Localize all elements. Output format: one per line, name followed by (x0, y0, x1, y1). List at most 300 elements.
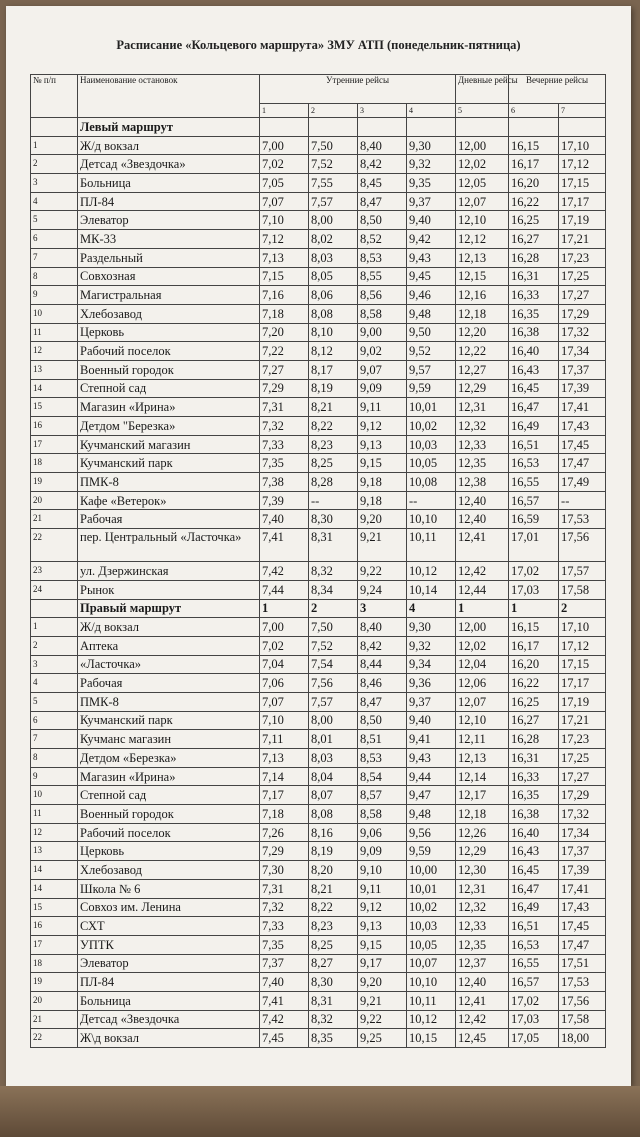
departure-time: 7,10 (260, 211, 309, 230)
departure-time: 8,47 (358, 692, 407, 711)
stop-name: Ж\д вокзал (78, 1029, 260, 1048)
trip-number: 1 (456, 599, 509, 618)
departure-time: 8,35 (309, 1029, 358, 1048)
stop-name: Детдом «Березка» (78, 749, 260, 768)
departure-time: 7,40 (260, 510, 309, 529)
departure-time: 9,15 (358, 935, 407, 954)
stop-name: Церковь (78, 323, 260, 342)
departure-time: 9,32 (407, 155, 456, 174)
departure-time: 7,11 (260, 730, 309, 749)
departure-time: 8,12 (309, 342, 358, 361)
departure-time: 7,13 (260, 248, 309, 267)
trip-number (509, 118, 559, 137)
departure-time: 17,19 (559, 692, 606, 711)
departure-time: 17,21 (559, 230, 606, 249)
departure-time: 10,03 (407, 917, 456, 936)
table-row (31, 211, 606, 230)
departure-time: 9,20 (358, 510, 407, 529)
table-row (31, 935, 606, 954)
trip-number (407, 118, 456, 137)
departure-time: 10,15 (407, 1029, 456, 1048)
departure-time: 12,22 (456, 342, 509, 361)
departure-time: 7,50 (309, 136, 358, 155)
departure-time: 17,56 (559, 529, 606, 562)
table-row (31, 230, 606, 249)
departure-time: 7,29 (260, 379, 309, 398)
departure-time: 12,16 (456, 286, 509, 305)
departure-time: 9,09 (358, 842, 407, 861)
departure-time: 17,37 (559, 360, 606, 379)
departure-time: 7,07 (260, 692, 309, 711)
departure-time: 8,51 (358, 730, 407, 749)
row-number: 13 (31, 842, 78, 861)
departure-time: 16,33 (509, 767, 559, 786)
departure-time: 16,55 (509, 954, 559, 973)
trip-number: 6 (509, 104, 559, 118)
stop-name: МК-33 (78, 230, 260, 249)
stop-name: СХТ (78, 917, 260, 936)
departure-time: 16,38 (509, 805, 559, 824)
departure-time: 8,10 (309, 323, 358, 342)
table-row (31, 580, 606, 599)
departure-time: 7,57 (309, 192, 358, 211)
departure-time: 9,22 (358, 562, 407, 581)
departure-time: 8,07 (309, 786, 358, 805)
departure-time: 17,10 (559, 136, 606, 155)
departure-time: 12,11 (456, 730, 509, 749)
departure-time: 12,07 (456, 692, 509, 711)
departure-time: 10,10 (407, 973, 456, 992)
departure-time: 7,10 (260, 711, 309, 730)
departure-time: 7,52 (309, 155, 358, 174)
departure-time: 17,15 (559, 174, 606, 193)
stop-name: Совхозная (78, 267, 260, 286)
row-number: 20 (31, 491, 78, 510)
departure-time: 17,29 (559, 304, 606, 323)
departure-time: 12,37 (456, 954, 509, 973)
stop-name: Совхоз им. Ленина (78, 898, 260, 917)
trip-number: 3 (358, 599, 407, 618)
table-row (31, 991, 606, 1010)
departure-time: 10,10 (407, 510, 456, 529)
departure-time: 12,14 (456, 767, 509, 786)
departure-time: 16,15 (509, 618, 559, 637)
trip-number: 4 (407, 104, 456, 118)
stop-name: Магазин «Ирина» (78, 767, 260, 786)
departure-time: 9,10 (358, 861, 407, 880)
departure-time: 7,42 (260, 562, 309, 581)
departure-time: 10,02 (407, 898, 456, 917)
table-row (31, 1029, 606, 1048)
trip-number: 2 (309, 599, 358, 618)
trip-number (358, 118, 407, 137)
departure-time: 16,27 (509, 711, 559, 730)
departure-time: 17,27 (559, 286, 606, 305)
departure-time: 9,22 (358, 1010, 407, 1029)
departure-time: 8,55 (358, 267, 407, 286)
row-number: 20 (31, 991, 78, 1010)
departure-time: 8,21 (309, 879, 358, 898)
departure-time: 16,17 (509, 636, 559, 655)
departure-time: 17,53 (559, 973, 606, 992)
departure-time: 17,41 (559, 398, 606, 417)
departure-time: 7,37 (260, 954, 309, 973)
table-row (31, 510, 606, 529)
departure-time: 17,02 (509, 562, 559, 581)
departure-time: 9,00 (358, 323, 407, 342)
departure-time: 7,32 (260, 417, 309, 436)
row-number: 19 (31, 473, 78, 492)
stop-name: Кучманский магазин (78, 435, 260, 454)
departure-time: 7,00 (260, 618, 309, 637)
departure-time: 17,12 (559, 155, 606, 174)
departure-time: 9,15 (358, 454, 407, 473)
departure-time: 16,57 (509, 491, 559, 510)
departure-time: 12,32 (456, 898, 509, 917)
departure-time: 8,22 (309, 417, 358, 436)
left-route-label: Левый маршрут (78, 118, 260, 137)
row-number: 10 (31, 786, 78, 805)
departure-time: 17,57 (559, 562, 606, 581)
departure-time: 8,04 (309, 767, 358, 786)
departure-time: 16,40 (509, 823, 559, 842)
departure-time: 7,31 (260, 398, 309, 417)
departure-time: 9,40 (407, 211, 456, 230)
departure-time: 9,20 (358, 973, 407, 992)
row-number: 6 (31, 711, 78, 730)
departure-time: 9,30 (407, 136, 456, 155)
table-row (31, 454, 606, 473)
departure-time: 17,45 (559, 917, 606, 936)
departure-time: 7,12 (260, 230, 309, 249)
departure-time: 7,20 (260, 323, 309, 342)
departure-time: 18,00 (559, 1029, 606, 1048)
departure-time: 12,40 (456, 510, 509, 529)
trip-number (456, 118, 509, 137)
departure-time: 7,41 (260, 529, 309, 562)
stop-name: Магазин «Ирина» (78, 398, 260, 417)
departure-time: 12,17 (456, 786, 509, 805)
departure-time: 17,25 (559, 749, 606, 768)
departure-time: 7,56 (309, 674, 358, 693)
table-row (31, 379, 606, 398)
departure-time: 17,02 (509, 991, 559, 1010)
departure-time: 8,46 (358, 674, 407, 693)
stop-name: Степной сад (78, 379, 260, 398)
table-row (31, 692, 606, 711)
departure-time: 17,43 (559, 898, 606, 917)
stop-name: Магистральная (78, 286, 260, 305)
departure-time: 9,52 (407, 342, 456, 361)
row-number: 22 (31, 1029, 78, 1048)
departure-time: 12,12 (456, 230, 509, 249)
row-number: 16 (31, 917, 78, 936)
row-number: 12 (31, 823, 78, 842)
departure-time: 12,29 (456, 842, 509, 861)
departure-time: 17,37 (559, 842, 606, 861)
departure-time: 17,45 (559, 435, 606, 454)
departure-time: 17,53 (559, 510, 606, 529)
departure-time: 8,53 (358, 749, 407, 768)
departure-time: 9,35 (407, 174, 456, 193)
departure-time: -- (407, 491, 456, 510)
row-number: 8 (31, 749, 78, 768)
stop-name: Рабочая (78, 510, 260, 529)
table-row (31, 417, 606, 436)
departure-time: 16,22 (509, 674, 559, 693)
departure-time: 16,45 (509, 379, 559, 398)
trip-number: 2 (559, 599, 606, 618)
departure-time: 10,08 (407, 473, 456, 492)
departure-time: 9,17 (358, 954, 407, 973)
departure-time: 8,21 (309, 398, 358, 417)
table-row (31, 786, 606, 805)
trip-number: 7 (559, 104, 606, 118)
departure-time: 9,07 (358, 360, 407, 379)
departure-time: 10,00 (407, 861, 456, 880)
departure-time: 16,25 (509, 692, 559, 711)
departure-time: 17,39 (559, 379, 606, 398)
table-row (31, 879, 606, 898)
departure-time: 7,30 (260, 861, 309, 880)
stop-name: ПЛ-84 (78, 973, 260, 992)
table-row (31, 842, 606, 861)
table-row (31, 861, 606, 880)
departure-time: 7,35 (260, 935, 309, 954)
departure-time: 16,45 (509, 861, 559, 880)
departure-time: 8,02 (309, 230, 358, 249)
departure-time: 17,17 (559, 192, 606, 211)
departure-time: 16,31 (509, 749, 559, 768)
departure-time: 17,23 (559, 730, 606, 749)
departure-time: 12,13 (456, 248, 509, 267)
departure-time: 7,33 (260, 917, 309, 936)
departure-time: 10,03 (407, 435, 456, 454)
departure-time: 17,47 (559, 454, 606, 473)
stop-name: Хлебозавод (78, 861, 260, 880)
row-number: 13 (31, 360, 78, 379)
trip-number: 5 (456, 104, 509, 118)
departure-time: 16,55 (509, 473, 559, 492)
departure-time: 16,47 (509, 879, 559, 898)
stop-name: Степной сад (78, 786, 260, 805)
stop-name: Военный городок (78, 360, 260, 379)
stop-name: Элеватор (78, 211, 260, 230)
departure-time: 8,57 (358, 786, 407, 805)
departure-time: 7,50 (309, 618, 358, 637)
table-row (31, 711, 606, 730)
departure-time: 8,23 (309, 917, 358, 936)
stop-name: УПТК (78, 935, 260, 954)
row-number: 11 (31, 323, 78, 342)
departure-time: 7,27 (260, 360, 309, 379)
floor-background (0, 1086, 640, 1137)
departure-time: 9,21 (358, 991, 407, 1010)
departure-time: 8,25 (309, 935, 358, 954)
row-number: 12 (31, 342, 78, 361)
departure-time: 12,20 (456, 323, 509, 342)
table-row (31, 155, 606, 174)
departure-time: 10,01 (407, 398, 456, 417)
table-row (31, 360, 606, 379)
departure-time: 7,45 (260, 1029, 309, 1048)
departure-time: 9,34 (407, 655, 456, 674)
header-stop: Наименование остановок (78, 75, 260, 118)
right-route-label: Правый маршрут (78, 599, 260, 618)
trip-number: 1 (260, 104, 309, 118)
departure-time: 7,26 (260, 823, 309, 842)
departure-time: 7,15 (260, 267, 309, 286)
departure-time: 8,30 (309, 973, 358, 992)
table-row (31, 917, 606, 936)
departure-time: 8,50 (358, 711, 407, 730)
table-row (31, 823, 606, 842)
departure-time: 12,27 (456, 360, 509, 379)
departure-time: 8,00 (309, 211, 358, 230)
table-row (31, 192, 606, 211)
departure-time: 8,56 (358, 286, 407, 305)
departure-time: 9,12 (358, 898, 407, 917)
stop-name: Больница (78, 174, 260, 193)
departure-time: 12,02 (456, 636, 509, 655)
departure-time: 7,31 (260, 879, 309, 898)
departure-time: 16,53 (509, 935, 559, 954)
departure-time: 7,02 (260, 155, 309, 174)
row-number: 3 (31, 655, 78, 674)
row-number: 14 (31, 879, 78, 898)
departure-time: 8,19 (309, 379, 358, 398)
departure-time: 17,21 (559, 711, 606, 730)
trip-number (260, 118, 309, 137)
departure-time: 17,32 (559, 323, 606, 342)
table-row (31, 248, 606, 267)
header-evening: Вечерние рейсы (509, 75, 606, 104)
departure-time: 10,11 (407, 991, 456, 1010)
departure-time: 17,29 (559, 786, 606, 805)
departure-time: 8,50 (358, 211, 407, 230)
departure-time: 7,44 (260, 580, 309, 599)
departure-time: 17,25 (559, 267, 606, 286)
row-number: 2 (31, 636, 78, 655)
departure-time: 7,54 (309, 655, 358, 674)
departure-time: 17,27 (559, 767, 606, 786)
departure-time: 12,31 (456, 398, 509, 417)
stop-name: Элеватор (78, 954, 260, 973)
departure-time: 17,47 (559, 935, 606, 954)
trip-number (309, 118, 358, 137)
departure-time: 17,01 (509, 529, 559, 562)
row-number: 4 (31, 192, 78, 211)
departure-time: 12,41 (456, 991, 509, 1010)
departure-time: 16,15 (509, 136, 559, 155)
departure-time: 7,32 (260, 898, 309, 917)
departure-time: 9,09 (358, 379, 407, 398)
departure-time: 17,43 (559, 417, 606, 436)
departure-time: 8,06 (309, 286, 358, 305)
table-row (31, 267, 606, 286)
departure-time: 16,49 (509, 417, 559, 436)
stop-name: Детсад «Звездочка» (78, 155, 260, 174)
row-number: 24 (31, 580, 78, 599)
departure-time: 12,07 (456, 192, 509, 211)
departure-time: 16,20 (509, 174, 559, 193)
departure-time: 9,18 (358, 491, 407, 510)
departure-time: 7,04 (260, 655, 309, 674)
departure-time: 8,00 (309, 711, 358, 730)
departure-time: 10,14 (407, 580, 456, 599)
departure-time: 17,03 (509, 580, 559, 599)
departure-time: 8,40 (358, 618, 407, 637)
departure-time: 17,34 (559, 342, 606, 361)
departure-time: 10,12 (407, 1010, 456, 1029)
row-number: 21 (31, 1010, 78, 1029)
departure-time: 7,29 (260, 842, 309, 861)
table-row (31, 898, 606, 917)
header-day: Дневные рейсы (456, 75, 509, 104)
departure-time: 9,37 (407, 692, 456, 711)
stop-name: Кучманский парк (78, 711, 260, 730)
row-number: 15 (31, 398, 78, 417)
table-row (31, 562, 606, 581)
departure-time: 8,42 (358, 155, 407, 174)
departure-time: 16,57 (509, 973, 559, 992)
departure-time: 17,12 (559, 636, 606, 655)
departure-time: 8,23 (309, 435, 358, 454)
departure-time: 9,24 (358, 580, 407, 599)
row-number: 17 (31, 435, 78, 454)
table-row (31, 174, 606, 193)
table-row (31, 136, 606, 155)
departure-time: 8,30 (309, 510, 358, 529)
departure-time: 16,49 (509, 898, 559, 917)
departure-time: 16,40 (509, 342, 559, 361)
departure-time: 10,05 (407, 935, 456, 954)
departure-time: 17,05 (509, 1029, 559, 1048)
departure-time: 9,44 (407, 767, 456, 786)
departure-time: 16,17 (509, 155, 559, 174)
departure-time: 7,13 (260, 749, 309, 768)
table-row (31, 767, 606, 786)
stop-name: Кучманс магазин (78, 730, 260, 749)
departure-time: 9,13 (358, 435, 407, 454)
departure-time: 8,54 (358, 767, 407, 786)
departure-time: 7,00 (260, 136, 309, 155)
table-header-row (31, 75, 606, 104)
departure-time: 12,38 (456, 473, 509, 492)
departure-time: 12,00 (456, 136, 509, 155)
stop-name: «Ласточка» (78, 655, 260, 674)
departure-time: 9,12 (358, 417, 407, 436)
departure-time: -- (559, 491, 606, 510)
departure-time: 10,01 (407, 879, 456, 898)
table-row (31, 342, 606, 361)
row-number: 16 (31, 417, 78, 436)
departure-time: 9,18 (358, 473, 407, 492)
header-morning: Утренние рейсы (260, 75, 456, 104)
stop-name: Больница (78, 991, 260, 1010)
departure-time: 10,02 (407, 417, 456, 436)
departure-time: 9,21 (358, 529, 407, 562)
departure-time: 12,32 (456, 417, 509, 436)
table-row (31, 805, 606, 824)
departure-time: 17,51 (559, 954, 606, 973)
departure-time: 12,15 (456, 267, 509, 286)
table-row (31, 1010, 606, 1029)
departure-time: 9,57 (407, 360, 456, 379)
departure-time: 9,41 (407, 730, 456, 749)
table-row (31, 435, 606, 454)
departure-time: 12,41 (456, 529, 509, 562)
